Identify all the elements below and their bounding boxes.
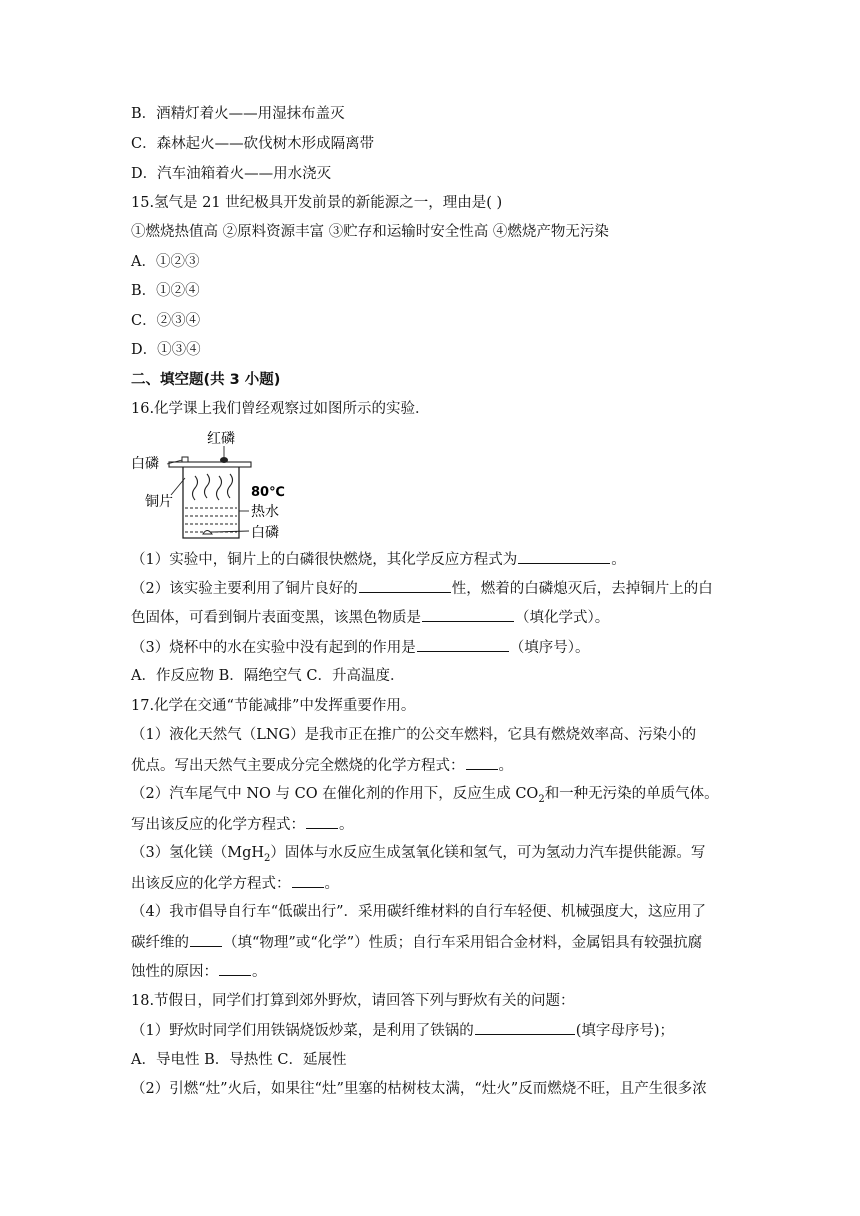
q17-part2-line1: （2）汽车尾气中 NO 与 CO 在催化剂的作用下，反应生成 $CO_2$和一种无污染的单质气体。 [131,786,719,805]
copper-plate-icon [169,462,251,467]
answer-blank[interactable] [306,814,338,829]
answer-blank[interactable] [417,637,509,652]
q17-stem: 17.化学在交通“节能减排”中发挥重要作用。 [131,698,416,714]
answer-blank[interactable] [475,1020,575,1035]
label-hot-water: 热水 [251,504,279,520]
q15-stem: 15.氢气是 21 世纪极具开发前景的新能源之一，理由是( ) [131,195,503,211]
q17-part3-line1: （3）氢化镁（MgH$_2$）固体与水反应生成氢氧化镁和氢气，可为氢动力汽车提供能源。写 [131,845,706,864]
q16-stem: 16.化学课上我们曾经观察过如图所示的实验． [131,401,430,417]
q15-option-b: B．①②④ [131,283,200,299]
label-white-phosphorus-top: 白磷 [131,456,159,472]
q18-options: A．导电性 B．导热性 C．延展性 [131,1052,347,1068]
q18-part2: （2）引燃“灶”火后，如果往“灶”里塞的枯树枝太满，“灶火”反而燃烧不旺，且产生很多浓 [131,1081,707,1097]
label-red-phosphorus: 红磷 [207,431,235,447]
q16-part3: （3）烧杯中的水在实验中没有起到的作用是 （填序号）。 [131,637,589,658]
q15-option-a: A．①②③ [131,254,200,270]
q15-option-d: D．①③④ [131,342,201,358]
q15-items: ①燃烧热值高 ②原料资源丰富 ③贮存和运输时安全性高 ④燃烧产物无污染 [131,224,609,240]
q17-part1-line2: 优点。写出天然气主要成分完全燃烧的化学方程式： 。 [131,755,513,776]
answer-blank[interactable] [219,961,251,976]
q18-stem: 18.节假日，同学们打算到郊外野炊，请回答下列与野炊有关的问题： [131,993,575,1009]
q16-part2-line2: 色固体，可看到铜片表面变黑，该黑色物质是 （填化学式）。 [131,607,609,628]
q16-part2-line1: （2）该实验主要利用了铜片良好的 性，燃着的白磷熄灭后，去掉铜片上的白 [131,578,713,599]
q16-part1: （1）实验中，铜片上的白磷很快燃烧，其化学反应方程式为 。 [131,549,626,570]
q17-part4-line1: （4）我市倡导自行车“低碳出行”．采用碳纤维材料的自行车轻便、机械强度大，这应用了 [131,904,707,920]
answer-blank[interactable] [518,549,610,564]
answer-blank[interactable] [292,873,324,888]
q15-option-c: C．②③④ [131,313,201,329]
section-title: 二、填空题(共 3 小题) [131,372,281,388]
answer-blank[interactable] [190,932,222,947]
answer-blank[interactable] [466,755,498,770]
label-white-phosphorus-bottom: 白磷 [251,525,279,541]
label-copper-plate: 铜片 [145,494,173,510]
experiment-figure [131,428,301,542]
q14-option-b: B．酒精灯着火——用湿抹布盖灭 [131,106,345,122]
label-temperature: 80℃ [251,485,285,500]
beaker-icon [183,466,239,538]
q18-part1: （1）野炊时同学们用铁锅烧饭炒菜，是利用了铁锅的 (填字母序号)； [131,1020,674,1041]
q17-part1-line1: （1）液化天然气（LNG）是我市正在推广的公交车燃料，它具有燃烧效率高、污染小的 [131,727,697,743]
q17-part4-line2: 碳纤维的 （填“物理”或“化学”）性质；自行车采用铝合金材料，金属铝具有较强抗腐 [131,932,702,953]
answer-blank[interactable] [359,578,451,593]
answer-blank[interactable] [422,607,514,622]
q14-option-c: C．森林起火——砍伐树木形成隔离带 [131,136,375,152]
q14-option-d: D．汽车油箱着火——用水浇灭 [131,166,332,182]
q17-part2-line2: 写出该反应的化学方程式： 。 [131,814,354,835]
q17-part3-line2: 出该反应的化学方程式： 。 [131,873,339,894]
q16-options: A．作反应物 B．隔绝空气 C．升高温度． [131,668,405,684]
q17-part4-line3: 蚀性的原因： 。 [131,961,267,982]
